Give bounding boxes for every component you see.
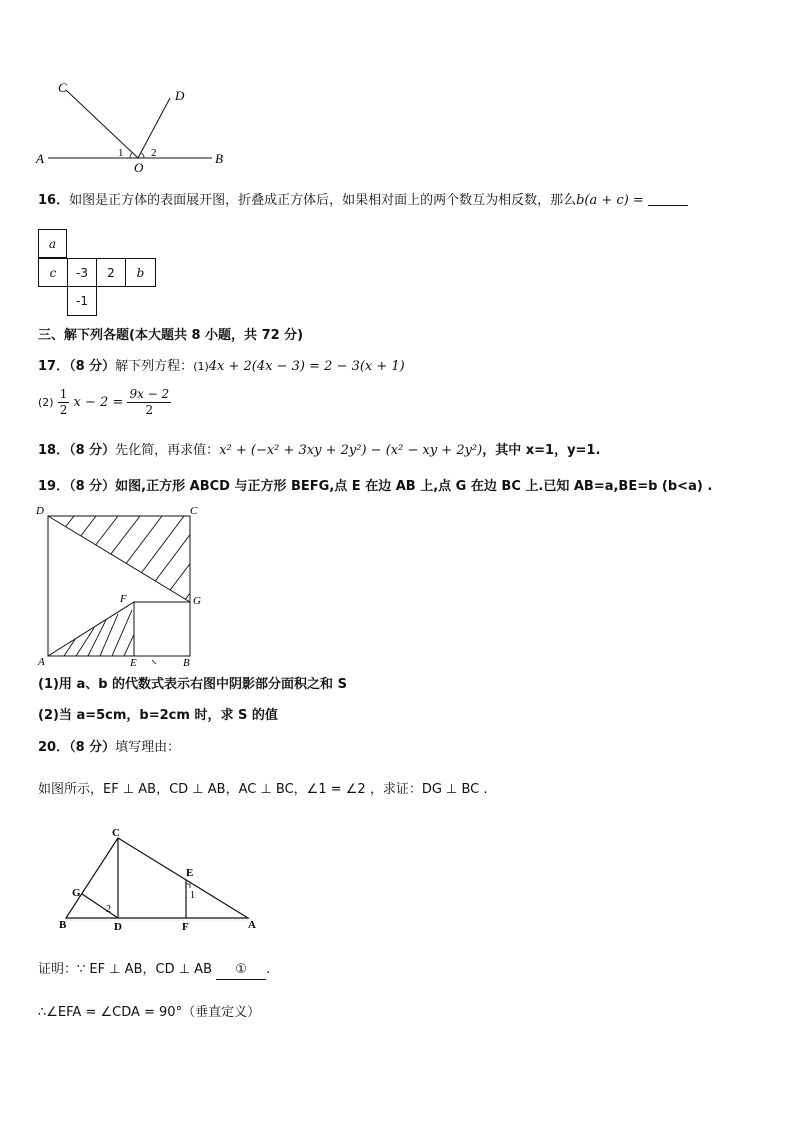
squares-figure — [34, 502, 214, 674]
label-B: B — [183, 657, 190, 669]
q19-question — [38, 478, 712, 496]
q20-text: 填写理由： — [115, 740, 181, 755]
net-cell-neg1: -1 — [67, 286, 97, 316]
q20-given-text: 如图所示，EF ⊥ AB，CD ⊥ AB，AC ⊥ BC，∠1 = ∠2 ，求证：DG ⊥ BC . — [38, 782, 488, 797]
label-F: F — [120, 593, 127, 605]
label-B: B — [59, 919, 67, 931]
fraction-one-half: $\frac{1}{2}$ — [59, 387, 68, 417]
label-D: D — [175, 88, 185, 103]
q17-question — [38, 358, 405, 376]
label-F: F — [182, 921, 189, 933]
proof-blank-1: ① — [216, 961, 266, 980]
q20-given — [38, 781, 488, 799]
label-G: G — [193, 595, 201, 607]
net-cell-2: 2 — [96, 258, 126, 287]
label-D: D — [114, 921, 122, 933]
q17-part2-middle: x − 2 = — [73, 395, 124, 410]
q19-text: 如图,正方形 ABCD 与正方形 BEFG,点 E 在边 AB 上,点 G 在边 BC 上.已知 AB=a,BE=b (b<a) . — [115, 479, 713, 494]
angle-figure — [30, 78, 240, 178]
label-C: C — [58, 80, 67, 95]
q17-part1-equation: 4x + 2(4x − 3) = 2 − 3(x + 1) — [208, 359, 405, 374]
q20-proof-line1: 证明：∵ EF ⊥ AB，CD ⊥ AB ① . — [38, 961, 270, 980]
q16-question — [38, 192, 688, 210]
q18-text: 先化简，再求值： — [115, 443, 220, 458]
q19-part2: (2)当 a=5cm，b=2cm 时，求 S 的值 — [38, 708, 278, 723]
q20-number: 20． — [38, 740, 70, 755]
label-G: G — [72, 887, 81, 899]
fraction-right: $\frac{9x - 2}{2}$ — [129, 387, 170, 417]
label-E: E — [186, 867, 194, 879]
label-A: A — [38, 656, 45, 668]
net-cell-b: b — [125, 258, 156, 287]
proof-line1-text: 证明：∵ EF ⊥ AB，CD ⊥ AB — [38, 962, 212, 977]
angle-2-label: 2 — [151, 147, 157, 159]
q17-text: 解下列方程： — [115, 359, 194, 374]
label-C: C — [112, 827, 120, 839]
q17-part1-label: (1) — [193, 360, 209, 373]
q19-score: （8 分） — [69, 479, 116, 494]
triangle-figure — [56, 824, 266, 934]
q18-score: （8 分） — [69, 443, 116, 458]
label-E: E — [130, 657, 137, 669]
net-cell-c: c — [38, 258, 68, 287]
q16-number: 16． — [38, 193, 70, 208]
angle-1-label: 1 — [190, 890, 195, 901]
q18-number: 18． — [38, 443, 70, 458]
angle-2-label: 2 — [106, 904, 111, 915]
label-O: O — [134, 160, 144, 175]
label-D: D — [36, 505, 44, 517]
q19-number: 19． — [38, 479, 70, 494]
label-B: B — [215, 151, 223, 166]
section-3-title: 三、解下列各题(本大题共 8 小题，共 72 分) — [38, 328, 304, 343]
q20-proof-line2: ∴∠EFA = ∠CDA = 90°（垂直定义） — [38, 1005, 261, 1020]
q19-part1: (1)用 a、b 的代数式表示右图中阴影部分面积之和 S — [38, 677, 347, 692]
q18-question — [38, 442, 600, 460]
label-A: A — [36, 151, 44, 166]
label-C: C — [190, 505, 198, 517]
label-A: A — [248, 919, 256, 931]
q20-score: （8 分） — [69, 740, 116, 755]
net-cell-neg3: -3 — [67, 258, 97, 287]
q16-answer-blank — [648, 193, 688, 206]
q17-part2-label: (2) — [38, 396, 54, 409]
q18-expression: x² + (−x² + 3xy + 2y²) − (x² − xy + 2y²) — [219, 443, 483, 458]
q20-question — [38, 739, 180, 757]
q18-condition: ，其中 x=1，y=1. — [482, 443, 601, 458]
q16-text: 如图是正方体的表面展开图，折叠成正方体后，如果相对面上的两个数互为相反数，那么 — [69, 193, 577, 208]
angle-1-label: 1 — [118, 147, 124, 159]
q17-part2 — [38, 387, 171, 418]
net-cell-a: a — [38, 229, 67, 258]
q16-expr: b(a + c) = — [576, 193, 644, 208]
q17-score: （8 分） — [69, 359, 116, 374]
q17-number: 17． — [38, 359, 70, 374]
